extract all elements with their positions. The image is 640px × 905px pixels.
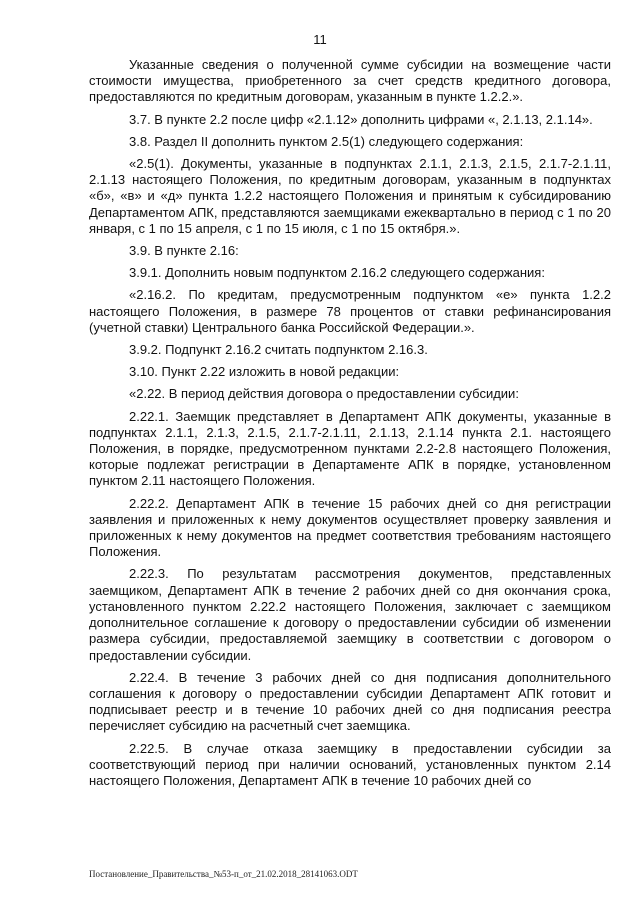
paragraph: 2.22.2. Департамент АПК в течение 15 рабочих дней со дня регистрации заявления и приложенных к нему документов осуществляет проверку заявления и приложенных к нему документов на предмет соответствия требованиям настоящего Положения. <box>89 495 611 560</box>
footer-filename: Постановление_Правительства_№53-п_от_21.02.2018_28141063.ODT <box>89 869 358 879</box>
paragraph: «2.22. В период действия договора о предоставлении субсидии: <box>129 386 519 402</box>
document-body <box>89 57 611 795</box>
paragraph: 2.22.3. По результатам рассмотрения документов, представленных заемщиком, Департамент АПК в течение 2 рабочих дней со дня окончания срока, установленного пунктом 2.22.2 настоящего Положения, заключает с заемщиком дополнительное соглашение к договору о предоставлении субсидии об изменении размера субсидии, предоставляемой заемщику в соответствии с договором о предоставлении субсидии. <box>89 566 611 663</box>
paragraph: 3.9. В пункте 2.16: <box>129 243 239 259</box>
paragraph: Указанные сведения о полученной сумме субсидии на возмещение части стоимости имущества, приобретенного за счет средств кредитного договора, предоставляются по кредитным договорам, указанным в пункте 1.2.2.». <box>89 57 611 105</box>
paragraph: 2.22.4. В течение 3 рабочих дней со дня подписания дополнительного соглашения к договору о предоставлении субсидии Департамент АПК готовит и подписывает реестр и в течение 10 рабочих дней со дня подписания реестра перечисляет субсидию на расчетный счет заемщика. <box>89 669 611 734</box>
page-number: 11 <box>313 32 327 47</box>
paragraph: 3.9.1. Дополнить новым подпунктом 2.16.2 следующего содержания: <box>129 265 545 281</box>
paragraph: 2.22.5. В случае отказа заемщику в предоставлении субсидии за соответствующий период при наличии оснований, установленных пунктом 2.14 настоящего Положения, Департамент АПК в течение 10 рабочих дней со <box>89 740 611 788</box>
paragraph: 3.10. Пункт 2.22 изложить в новой редакции: <box>129 364 400 380</box>
paragraph: «2.16.2. По кредитам, предусмотренным подпунктом «е» пункта 1.2.2 настоящего Положения, в размере 78 процентов от ставки рефинансирования (учетной ставки) Центрального банка Российской Федерации.». <box>89 287 611 335</box>
paragraph: 3.7. В пункте 2.2 после цифр «2.1.12» дополнить цифрами «, 2.1.13, 2.1.14». <box>129 111 593 127</box>
paragraph: 2.22.1. Заемщик представляет в Департамент АПК документы, указанные в подпунктах 2.1.1, 2.1.3, 2.1.5, 2.1.7-2.1.11, 2.1.13, 2.1.14 пункта 2.1. настоящего Положения, в порядке, предусмотренном пунктами 2.2-2.8 настоящего Положения, которые подлежат регистрации в Департаменте АПК в порядке, установленном пунктом 2.11 настоящего Положения. <box>89 408 611 489</box>
paragraph: 3.8. Раздел II дополнить пунктом 2.5(1) следующего содержания: <box>129 133 524 149</box>
paragraph: 3.9.2. Подпункт 2.16.2 считать подпунктом 2.16.3. <box>129 342 428 358</box>
paragraph: «2.5(1). Документы, указанные в подпунктах 2.1.1, 2.1.3, 2.1.5, 2.1.7-2.1.11, 2.1.13 настоящего Положения, по кредитным договорам, указанным в подпунктах «б», «в» и «д» пункта 1.2.2 настоящего Положения и принятым к субсидированию Департаментом АПК, представляются заемщиками ежеквартально в период с 1 по 20 января, с 1 по 15 апреля, с 1 по 15 июля, с 1 по 15 октября.». <box>89 156 611 236</box>
